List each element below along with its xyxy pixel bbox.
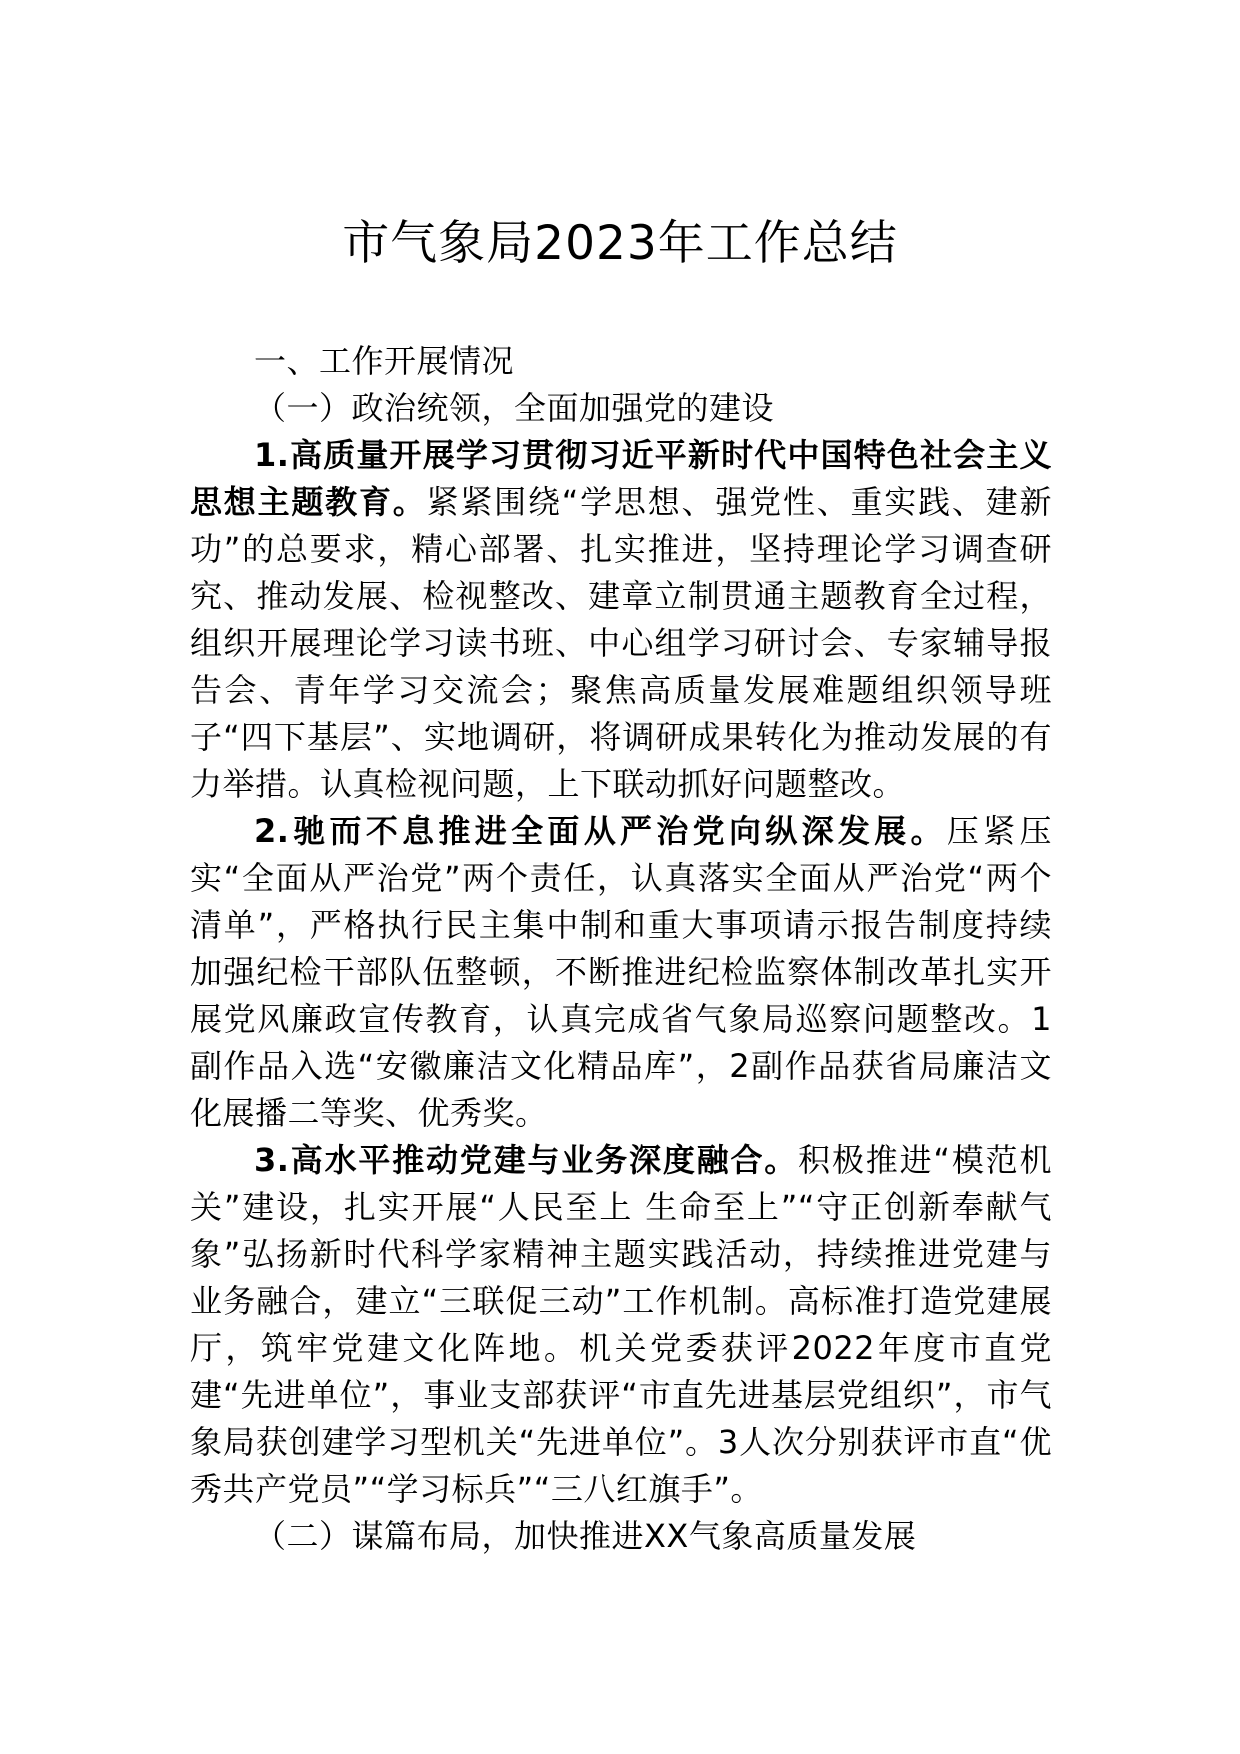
subsection-heading-1: （一）政治统领，全面加强党的建设 (254, 389, 775, 427)
item-3-lead: 3.高水平推动党建与业务深度融合。 (254, 1141, 799, 1179)
document-body (190, 338, 1052, 1560)
item-1-body: 紧紧围绕“学思想、强党性、重实践、建新功”的总要求，精心部署、扎实推进，坚持理论学习调查研究、推动发展、检视整改、建章立制贯通主题教育全过程，组织开展理论学习读书班、中心组学习研讨会、专家辅导报告会、青年学习交流会；聚焦高质量发展难题组织领导班子“四下基层”、实地调研，将调研成果转化为推动发展的有力举措。认真检视问题，上下联动抓好问题整改。 (190, 483, 1052, 803)
paragraph-item-2 (190, 808, 1052, 1137)
paragraph-item-1 (190, 432, 1052, 808)
item-3-body: 积极推进“模范机关”建设，扎实开展“人民至上 生命至上”“守正创新奉献气象”弘扬新时代科学家精神主题实践活动，持续推进党建与业务融合，建立“三联促三动”工作机制。高标准打造党建展厅，筑牢党建文化阵地。机关党委获评2022年度市直党建“先进单位”，事业支部获评“市直先进基层党组织”，市气象局获创建学习型机关“先进单位”。3人次分别获评市直“优秀共产党员”“学习标兵”“三八红旗手”。 (190, 1141, 1052, 1508)
section-heading-1: 一、工作开展情况 (254, 342, 515, 380)
item-2-body: 压紧压实“全面从严治党”两个责任，认真落实全面从严治党“两个清单”，严格执行民主集中制和重大事项请示报告制度持续加强纪检干部队伍整顿，不断推进纪检监察体制改革扎实开展党风廉政宣传教育，认真完成省气象局巡察问题整改。1副作品入选“安徽廉洁文化精品库”，2副作品获省局廉洁文化展播二等奖、优秀奖。 (190, 812, 1052, 1132)
subsection-heading-2: （二）谋篇布局，加快推进XX气象高质量发展 (254, 1517, 917, 1555)
paragraph-item-3 (190, 1137, 1052, 1513)
item-1-lead: 1.高质量开展学习贯彻习近平新时代中国特色社会主义思想主题教育。 (190, 436, 1052, 521)
item-2-lead: 2.驰而不息推进全面从严治党向纵深发展。 (254, 812, 947, 850)
document-title: 市气象局2023年工作总结 (342, 216, 898, 271)
